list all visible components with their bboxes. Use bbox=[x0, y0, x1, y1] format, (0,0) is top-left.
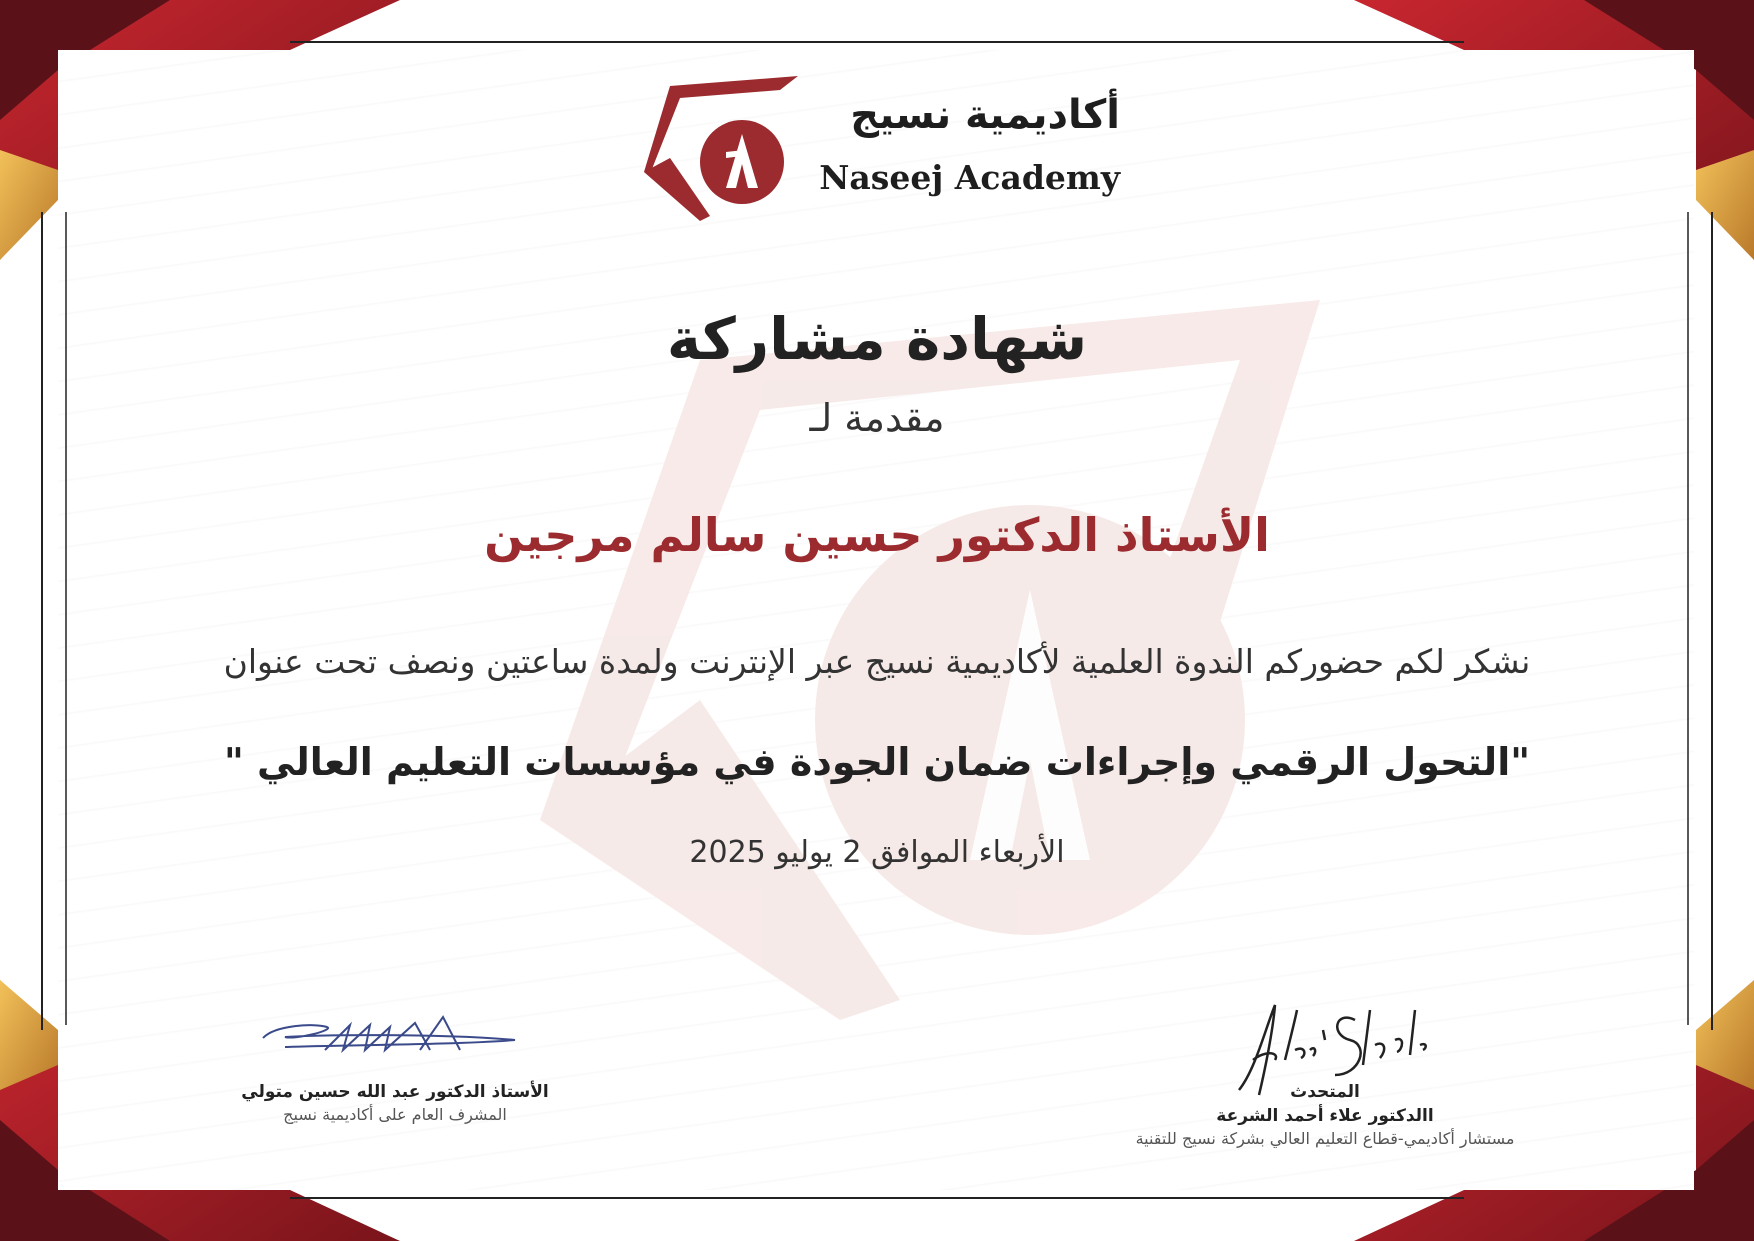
seminar-date: الأربعاء الموافق 2 يوليو 2025 bbox=[689, 835, 1065, 870]
certificate-title: شهادة مشاركة bbox=[666, 305, 1088, 373]
seminar-topic: "التحول الرقمي وإجراءات ضمان الجودة في مؤسسات التعليم العالي " bbox=[223, 740, 1531, 784]
logo-arabic-text: أكاديمية نسيج bbox=[850, 92, 1120, 138]
naseej-academy-emblem-icon bbox=[640, 76, 800, 221]
naseej-academy-logo bbox=[640, 76, 1120, 221]
left-signature-image bbox=[255, 1005, 525, 1075]
certificate-body-text: نشكر لكم حضوركم الندوة العلمية لأكاديمية نسيج عبر الإنترنت ولمدة ساعتين ونصف تحت عنوان bbox=[223, 642, 1531, 681]
left-signature-block bbox=[220, 1080, 570, 1126]
logo-english-text: Naseej Academy bbox=[819, 158, 1120, 197]
right-signature-block bbox=[1110, 1080, 1540, 1150]
certificate-subtitle: مقدمة لـ bbox=[809, 396, 945, 440]
right-signatory-name: االدكتور علاء أحمد الشرعة bbox=[1216, 1106, 1434, 1126]
right-signatory-role: مستشار أكاديمي-قطاع التعليم العالي بشركة نسيج للتقنية bbox=[1135, 1129, 1515, 1148]
left-signatory-name: الأستاذ الدكتور عبد الله حسين متولي bbox=[241, 1082, 549, 1102]
recipient-name: الأستاذ الدكتور حسين سالم مرجين bbox=[484, 508, 1270, 562]
left-signatory-role: المشرف العام على أكاديمية نسيج bbox=[283, 1105, 507, 1124]
speaker-label: المتحدث bbox=[1290, 1082, 1360, 1102]
